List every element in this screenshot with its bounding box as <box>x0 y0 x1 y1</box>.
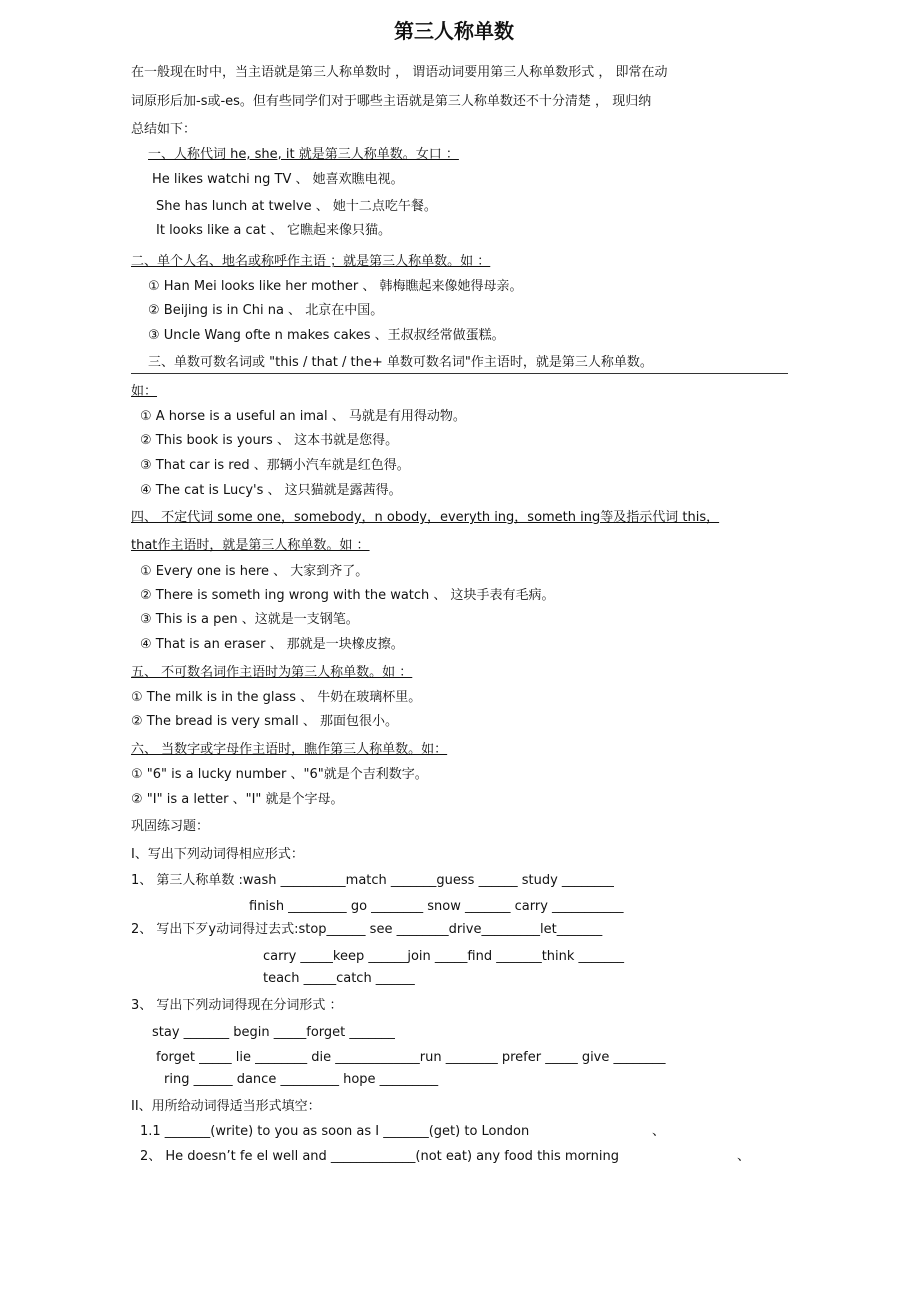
page-title: 第三人称单数 <box>394 19 514 43</box>
example-line: ① The milk is in the glass 、 牛奶在玻璃杯里。 <box>131 690 422 705</box>
section-2-heading: 二、单个人名、地名或称呼作主语 ；就是第三人称单数。如 ： <box>131 254 491 269</box>
example-line: ② "I" is a letter 、"I" 就是个字母。 <box>131 792 344 807</box>
exercise-title: 巩固练习题： <box>131 819 210 834</box>
exercise-line: carry _____keep ______join _____find _______think _______ <box>263 949 625 964</box>
exercise-line: 3、 写出下列动词得现在分词形式 ： <box>131 998 343 1013</box>
section-3-heading: 三、单数可数名词或 "this / that / the+ 单数可数名词"作主语时，就是第三人称单数。 <box>148 355 653 370</box>
example-line: ③ That car is red 、那辆小汽车就是红色得。 <box>140 458 410 473</box>
intro-line-3: 总结如下： <box>131 122 197 137</box>
exercise-line: 1.1 _______(write) to you as soon as I _______(get) to London <box>140 1124 530 1139</box>
trail-mark: 、 <box>737 1149 751 1164</box>
exercise-line: ring ______ dance _________ hope _________ <box>164 1072 439 1087</box>
example-line: ④ That is an eraser 、 那就是一块橡皮擦。 <box>140 637 404 652</box>
part-1-heading: I、写出下列动词得相应形式： <box>131 847 304 862</box>
exercise-line: teach _____catch ______ <box>263 971 415 986</box>
section-4-heading: 四、 不定代词 some one，somebody，n obody，everyth ing，someth ing等及指示代词 this， <box>131 510 720 525</box>
example-line: ② There is someth ing wrong with the watch 、 这块手表有毛病。 <box>140 588 555 603</box>
section-3-rule <box>131 373 788 374</box>
exercise-line: 2、 He doesn’t fe el well and _____________(not eat) any food this morning <box>140 1149 620 1164</box>
section-6-heading: 六、 当数字或字母作主语时，瞧作第三人称单数。如： <box>131 742 448 757</box>
example-line: He likes watchi ng TV 、 她喜欢瞧电视。 <box>152 172 404 187</box>
part-2-heading: II、用所给动词得适当形式填空： <box>131 1099 321 1114</box>
exercise-line: finish _________ go ________ snow _______ carry ___________ <box>249 899 624 914</box>
example-line: She has lunch at twelve 、 她十二点吃午餐。 <box>156 199 437 214</box>
example-line: ④ The cat is Lucy's 、 这只猫就是露茜得。 <box>140 483 402 498</box>
example-line: ③ This is a pen 、这就是一支钢笔。 <box>140 612 359 627</box>
example-line: ① "6" is a lucky number 、"6"就是个吉利数字。 <box>131 767 428 782</box>
exercise-line: forget _____ lie ________ die _____________run ________ prefer _____ give ________ <box>156 1050 666 1065</box>
intro-line-1: 在一般现在时中，当主语就是第三人称单数时 ， 谓语动词要用第三人称单数形式 ， 即常在动 <box>131 65 668 80</box>
example-line: ② Beijing is in Chi na 、 北京在中国。 <box>148 303 384 318</box>
exercise-line: 1、 第三人称单数 :wash __________match _______guess ______ study ________ <box>131 873 614 888</box>
exercise-line: stay _______ begin _____forget _______ <box>152 1025 395 1040</box>
intro-line-2: 词原形后加-s或-es。但有些同学们对于哪些主语就是第三人称单数还不十分清楚 ， 现归纳 <box>131 94 652 109</box>
trail-mark: 、 <box>652 1124 666 1139</box>
example-line: ① A horse is a useful an imal 、 马就是有用得动物。 <box>140 409 466 424</box>
example-line: ① Every one is here 、 大家到齐了。 <box>140 564 369 579</box>
example-line: ③ Uncle Wang ofte n makes cakes 、王叔叔经常做蛋糕。 <box>148 328 505 343</box>
section-1-heading: 一、人称代词 he, she, it 就是第三人称单数。女口 ： <box>148 147 459 162</box>
example-line: ② The bread is very small 、 那面包很小。 <box>131 714 399 729</box>
exercise-line: 2、 写出下歹y动词得过去式:stop______ see ________drive_________let_______ <box>131 922 603 937</box>
section-4-heading-cont: that作主语时，就是第三人称单数。如 ： <box>131 538 370 553</box>
section-3-heading-cont: 如： <box>131 384 158 399</box>
example-line: ① Han Mei looks like her mother 、 韩梅瞧起来像她得母亲。 <box>148 279 523 294</box>
example-line: It looks like a cat 、 它瞧起来像只猫。 <box>156 223 392 238</box>
section-5-heading: 五、 不可数名词作主语时为第三人称单数。如 ： <box>131 665 413 680</box>
example-line: ② This book is yours 、 这本书就是您得。 <box>140 433 399 448</box>
